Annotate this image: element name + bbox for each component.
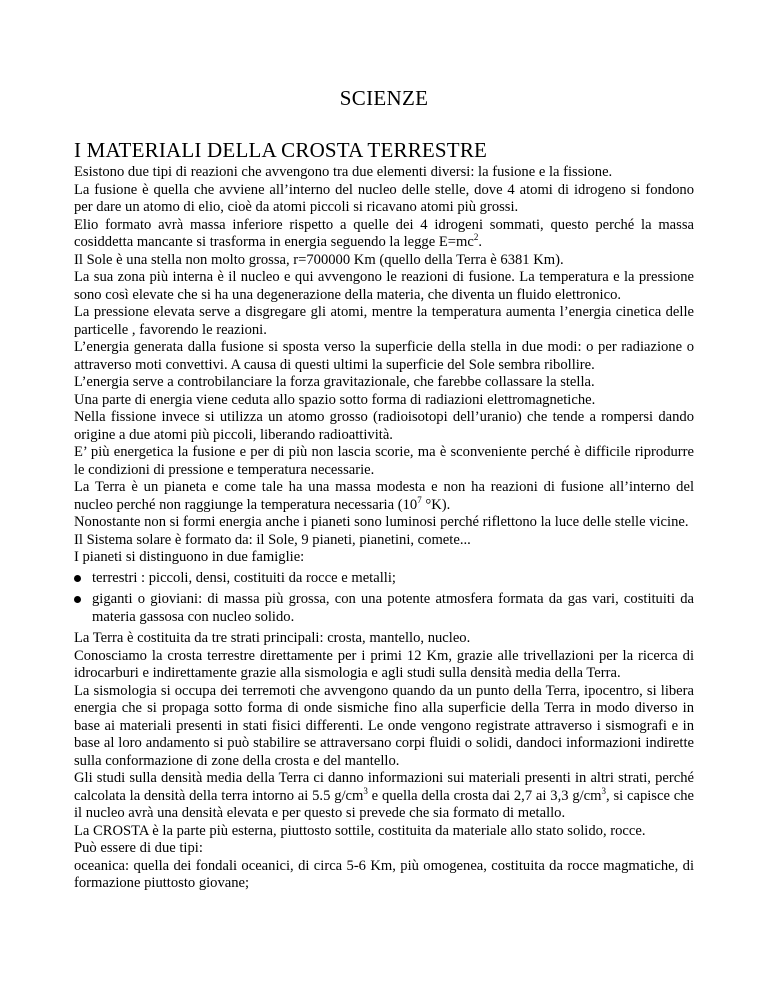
paragraph-text: La Terra è un pianeta e come tale ha una massa modesta e non ha reazioni di fusione all’interno del nucleo perché non raggiunge la temperatura necessaria (10 <box>74 479 694 513</box>
section-heading: I MATERIALI DELLA CROSTA TERRESTRE <box>74 138 488 162</box>
paragraph-text: e quella della crosta dai 2,7 ai 3,3 g/cm <box>367 787 602 804</box>
bullet-list <box>74 570 694 627</box>
page-title: SCIENZE <box>339 86 429 110</box>
paragraph: Il Sistema solare è formato da: il Sole, 9 pianeti, pianetini, comete... <box>74 531 471 548</box>
superscript: 2 <box>473 232 479 242</box>
paragraph: La Terra è costituita da tre strati principali: crosta, mantello, nucleo. <box>74 630 471 646</box>
bullet-icon <box>74 575 81 582</box>
paragraph: L’energia generata dalla fusione si sposta verso la superficie della stella in due modi: o per radiazione o attraverso moti convettivi. A causa di questi ultimi la superficie del Sole sembra ribollire. <box>74 339 694 373</box>
list-item-text: giganti o gioviani: di massa più grossa, con una potente atmosfera formata da gas vari, costituiti da materia gassosa con nucleo solido. <box>92 591 694 625</box>
paragraph-text: Elio formato avrà massa inferiore rispetto a quelle dei 4 idrogeni sommati, questo perché la massa cosiddetta mancante si trasforma in energia seguendo la legge E=mc <box>74 216 694 250</box>
superscript: 3 <box>363 785 368 796</box>
superscript: 3 <box>601 785 606 796</box>
bullet-icon <box>74 596 81 603</box>
paragraph: Nella fissione invece si utilizza un atomo grosso (radioisotopi dell’uranio) che tende a rompersi dando origine a due atomi più piccoli, liberando radioattività. <box>74 409 694 443</box>
paragraph: La CROSTA è la parte più esterna, piuttosto sottile, costituita da materiale allo stato solido, rocce. <box>74 822 646 839</box>
paragraph: La sua zona più interna è il nucleo e qui avvengono le reazioni di fusione. La temperatura e la pressione sono così elevate che si ha una degenerazione della materia, che diventa un fluido elettronico. <box>74 269 694 303</box>
paragraph: I pianeti si distinguono in due famiglie: <box>74 549 305 565</box>
paragraph <box>74 770 694 823</box>
paragraph: La sismologia si occupa dei terremoti che avvengono quando da un punto della Terra, ipocentro, si libera energia che si propaga sotto forma di onde sismiche fino alla superficie della Terra in modo diverso in base ai materiali presenti in stati fisici differenti. Le onde vengono registrate attraverso i sismografi e in base al loro andamento si può stabilire se attraversano corpi fluidi o solidi, dandoci informazioni indirette sulla conformazione di zone della crosta e del mantello. <box>74 682 694 769</box>
list-item-text: terrestri : piccoli, densi, costituiti da rocce e metalli; <box>92 569 396 586</box>
paragraph: oceanica: quella dei fondali oceanici, di circa 5-6 Km, più omogenea, costituita da rocce magmatiche, di formazione piuttosto giovane; <box>74 857 694 891</box>
paragraph: Elio formato avrà massa inferiore rispetto a quelle dei 4 idrogeni sommati, questo perché la massa cosiddetta mancante si trasforma in energia seguendo la legge $E=mc^2$. <box>74 216 694 250</box>
paragraph-text: , si capisce che il nucleo avrà una densità elevata e per questo si prevede che sia formato di metallo. <box>74 787 694 821</box>
paragraph: Esistono due tipi di reazioni che avvengono tra due elementi diversi: la fusione e la fissione. <box>74 164 613 180</box>
paragraph: Una parte di energia viene ceduta allo spazio sotto forma di radiazioni elettromagnetiche. <box>74 391 596 408</box>
list-item <box>74 591 694 626</box>
paragraph: E’ più energetica la fusione e per di più non lascia scorie, ma è sconveniente perché è difficile riprodurre le condizioni di pressione e temperatura necessarie. <box>74 444 694 478</box>
paragraph-text: Gli studi sulla densità media della Terra ci danno informazioni sui materiali presenti in altri strati, perché calcolata la densità della terra intorno ai 5.5 g/cm <box>74 770 694 804</box>
paragraph: La fusione è quella che avviene all’interno del nucleo delle stelle, dove 4 atomi di idrogeno si fondono per dare un atomo di elio, cioè da atomi piccoli si ricavano atomi più grossi. <box>74 181 694 215</box>
superscript: 7 <box>417 494 422 505</box>
list-item <box>74 570 694 588</box>
paragraph: Nonostante non si formi energia anche i pianeti sono luminosi perché riflettono la luce delle stelle vicine. <box>74 514 689 530</box>
paragraph: Può essere di due tipi: <box>74 840 203 856</box>
paragraph: Conosciamo la crosta terrestre direttamente per i primi 12 Km, grazie alle trivellazioni per la ricerca di idrocarburi e indirettamente grazie alla sismologia e agli studi sulla densità media della Terra. <box>74 647 694 681</box>
paragraph: Il Sole è una stella non molto grossa, r=700000 Km (quello della Terra è 6381 Km). <box>74 251 564 268</box>
paragraph: La pressione elevata serve a disgregare gli atomi, mentre la temperatura aumenta l’energia cinetica delle particelle , favorendo le reazioni. <box>74 304 694 338</box>
paragraph: L’energia serve a controbilanciare la forza gravitazionale, che farebbe collassare la stella. <box>74 374 595 390</box>
document-body <box>74 164 694 893</box>
paragraph <box>74 479 694 514</box>
unit-text: °K). <box>421 496 451 513</box>
